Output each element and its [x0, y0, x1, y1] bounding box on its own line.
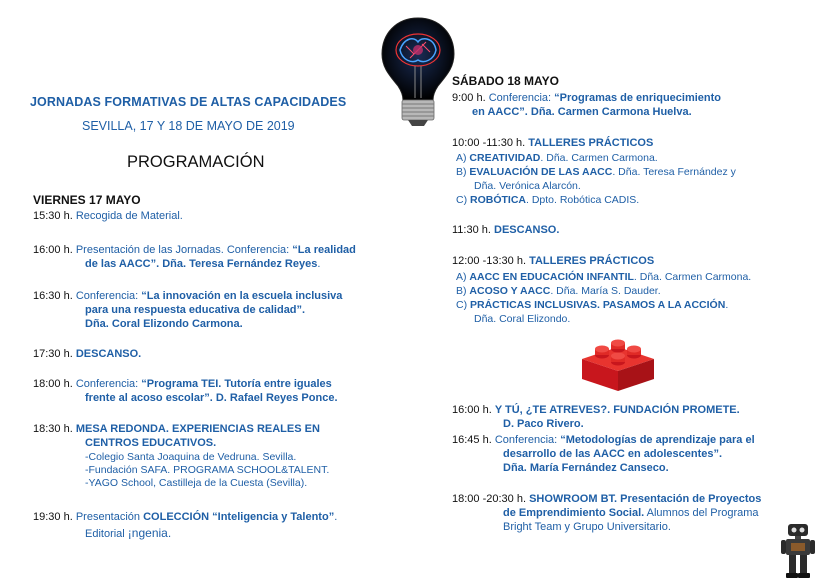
saturday-item-5-cont: D. Paco Rivero. [503, 418, 584, 430]
list-marker: B) [456, 285, 470, 297]
robot-icon [780, 522, 816, 580]
time-label: 18:00 h. [33, 378, 73, 390]
friday-day-heading: VIERNES 17 MAYO [33, 193, 141, 207]
saturday-item-7 [452, 493, 761, 506]
saturday-item-7-cont-2: Bright Team y Grupo Universitario. [503, 521, 671, 533]
friday-item-4 [33, 348, 141, 361]
event-text: Alumnos del Programa [644, 507, 759, 519]
event-text-bold: de las AACC”. Dña. Teresa Fernández Reyes [85, 258, 318, 270]
event-text: . Dña. Teresa Fernández y [612, 166, 736, 178]
event-text-bold: SHOWROOM BT. Presentación de Proyectos [529, 493, 762, 505]
event-title: JORNADAS FORMATIVAS DE ALTAS CAPACIDADES [30, 95, 347, 109]
event-subtitle: SEVILLA, 17 Y 18 DE MAYO DE 2019 [82, 119, 295, 133]
event-text: Editorial [85, 528, 128, 540]
saturday-item-3 [452, 224, 559, 237]
saturday-workshop2-c-cont: Dña. Coral Elizondo. [474, 313, 571, 325]
time-label: 18:30 h. [33, 423, 73, 435]
event-text: . Dpto. Robótica CADIS. [526, 194, 640, 206]
saturday-item-6-speaker: Dña. María Fernández Canseco. [503, 462, 669, 474]
friday-item-2 [33, 244, 356, 257]
friday-item-1 [33, 210, 183, 223]
saturday-item-6-cont: desarrollo de las AACC en adolescentes”. [503, 448, 723, 460]
saturday-workshop2-b [456, 285, 661, 298]
event-text-bold: ROBÓTICA [470, 194, 526, 206]
saturday-workshop2-a [456, 271, 751, 284]
friday-item-6-school-3: -YAGO School, Castilleja de la Cuesta (Sevilla). [85, 477, 308, 489]
event-text-bold: COLECCIÓN “Inteligencia y Talento” [143, 511, 335, 523]
saturday-item-4 [452, 255, 654, 268]
event-text: . Dña. Carmen Carmona. [540, 152, 658, 164]
event-text-bold: Y TÚ, ¿TE ATREVES?. FUNDACIÓN PROMETE. [494, 404, 740, 416]
saturday-workshop-c [456, 194, 639, 207]
event-text: Conferencia: [494, 434, 561, 446]
list-marker: C) [456, 194, 470, 206]
event-text-bold: PRÁCTICAS INCLUSIVAS. PASAMOS A LA ACCIÓN [470, 299, 726, 311]
saturday-item-5 [452, 404, 740, 417]
event-text: Conferencia: [75, 378, 142, 390]
event-text: . Dña. Carmen Carmona. [633, 271, 752, 283]
list-marker: C) [456, 299, 470, 311]
friday-item-7 [33, 511, 337, 524]
saturday-item-7-cont [503, 507, 759, 520]
friday-item-3-speaker: Dña. Coral Elizondo Carmona. [85, 318, 243, 330]
time-label: 15:30 h. [33, 210, 73, 222]
friday-item-3 [33, 290, 342, 303]
list-marker: B) [456, 166, 470, 178]
event-text-bold: MESA REDONDA. EXPERIENCIAS REALES EN [75, 423, 320, 435]
friday-item-3-cont: para una respuesta educativa de calidad”. [85, 304, 306, 316]
saturday-item-1 [452, 92, 721, 105]
friday-item-6-school-2: -Fundación SAFA. PROGRAMA SCHOOL&TALENT. [85, 464, 330, 476]
friday-item-7-cont [85, 527, 171, 541]
event-text: Presentación [75, 511, 144, 523]
time-label: 11:30 h. [452, 224, 491, 236]
event-text-bold: ACOSO Y AACC [469, 285, 551, 297]
event-text: . [334, 511, 338, 523]
time-label: 16:45 h. [452, 434, 492, 446]
saturday-workshop-b-cont: Dña. Verónica Alarcón. [474, 180, 581, 192]
friday-item-6 [33, 423, 320, 436]
event-text-bold: CREATIVIDAD [469, 152, 541, 164]
lego-brick-icon [578, 335, 658, 393]
event-text: Recogida de Material. [75, 210, 183, 222]
event-text: Conferencia: [488, 92, 555, 104]
saturday-workshop-b [456, 166, 736, 179]
friday-item-2-cont [85, 258, 320, 271]
programacion-heading: PROGRAMACIÓN [127, 153, 265, 171]
event-text-bold: “La innovación en la escuela inclusiva [141, 290, 343, 302]
friday-item-6-cont: CENTROS EDUCATIVOS. [85, 437, 217, 449]
list-marker: A) [456, 271, 470, 283]
saturday-item-1-cont: en AACC”. Dña. Carmen Carmona Huelva. [472, 106, 692, 118]
saturday-item-6 [452, 434, 755, 447]
time-label: 10:00 -11:30 h. [452, 137, 526, 149]
event-text-bold: TALLERES PRÁCTICOS [528, 137, 654, 149]
time-label: 16:00 h. [33, 244, 73, 256]
event-text-bold: “La realidad [292, 244, 356, 256]
event-text: Presentación de las Jornadas. Conferencia: [75, 244, 293, 256]
time-label: 17:30 h. [33, 348, 73, 360]
time-label: 18:00 -20:30 h. [452, 493, 527, 505]
event-text: . Dña. María S. Dauder. [550, 285, 661, 297]
saturday-workshop-a [456, 152, 658, 165]
ingenia-logo-text: ¡ngenia. [127, 526, 172, 540]
saturday-day-heading: SÁBADO 18 MAYO [452, 74, 559, 88]
time-label: 19:30 h. [33, 511, 73, 523]
saturday-workshop2-c [456, 299, 728, 312]
friday-item-5-cont: frente al acoso escolar”. D. Rafael Reyes Ponce. [85, 392, 338, 404]
time-label: 12:00 -13:30 h. [452, 255, 527, 267]
event-text: . [317, 258, 321, 270]
event-text-bold: DESCANSO. [75, 348, 142, 360]
event-text-bold: “Metodologías de aprendizaje para el [560, 434, 755, 446]
event-text: . [725, 299, 729, 311]
event-text-bold: AACC EN EDUCACIÓN INFANTIL [469, 271, 634, 283]
friday-item-6-school-1: -Colegio Santa Joaquina de Vedruna. Sevilla. [85, 451, 297, 463]
list-marker: A) [456, 152, 470, 164]
time-label: 16:30 h. [33, 290, 73, 302]
time-label: 16:00 h. [452, 404, 492, 416]
event-text-bold: EVALUACIÓN DE LAS AACC [469, 166, 613, 178]
event-text-bold: DESCANSO. [494, 224, 560, 236]
event-text: Conferencia: [75, 290, 142, 302]
event-text-bold: “Programas de enriquecimiento [554, 92, 722, 104]
event-text-bold: “Programa TEI. Tutoría entre iguales [141, 378, 332, 390]
time-label: 9:00 h. [452, 92, 486, 104]
saturday-item-2 [452, 137, 653, 150]
event-text-bold: de Emprendimiento Social. [503, 507, 645, 519]
friday-item-5 [33, 378, 332, 391]
brain-lightbulb-icon [378, 16, 458, 128]
event-text-bold: TALLERES PRÁCTICOS [529, 255, 655, 267]
